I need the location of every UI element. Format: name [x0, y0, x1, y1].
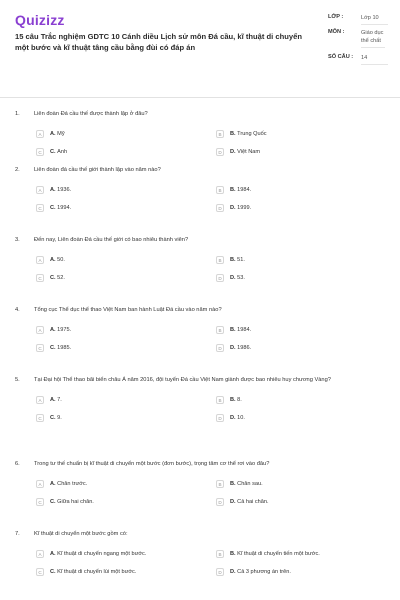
option-label: D.	[230, 205, 236, 211]
option-text: Kĩ thuật di chuyển lùi một bước.	[57, 569, 137, 575]
option-label: C.	[50, 149, 56, 155]
count-label: SỐ CÂU :	[328, 54, 354, 60]
subject-value: Giáo dục thể chất	[361, 29, 385, 48]
option-label: D.	[230, 149, 236, 155]
option-row	[0, 272, 400, 290]
answer-option[interactable]	[216, 394, 396, 406]
option-letter-box: D	[216, 204, 224, 212]
question-list	[0, 110, 400, 600]
option-label: B.	[230, 551, 236, 557]
option-letter-box: A	[36, 130, 44, 138]
option-letter-box: D	[216, 498, 224, 506]
answer-option[interactable]	[216, 496, 396, 508]
question-number: 6.	[15, 461, 20, 467]
question-text: Tại Đại hội Thể thao bãi biển châu Á năm 2016, đội tuyển Đá cầu Việt Nam giành được bao nhiêu huy chương Vàng?	[34, 377, 331, 383]
option-letter-box: B	[216, 130, 224, 138]
option-letter-box: D	[216, 344, 224, 352]
option-text: 9.	[57, 415, 62, 421]
answer-option[interactable]	[36, 184, 216, 196]
option-label: A.	[50, 131, 56, 137]
question-number: 3.	[15, 237, 20, 243]
option-text: Kĩ thuật di chuyển tiến một bước.	[237, 551, 320, 557]
option-letter-box: A	[36, 396, 44, 404]
option-text: 52.	[57, 275, 65, 281]
answer-option[interactable]	[216, 342, 396, 354]
option-letter-box: B	[216, 326, 224, 334]
question-number: 7.	[15, 531, 20, 537]
option-label: D.	[230, 415, 236, 421]
option-text: Chân sau.	[237, 481, 263, 487]
option-label: A.	[50, 397, 56, 403]
option-text: 8.	[237, 397, 242, 403]
worksheet-header	[0, 0, 400, 100]
answer-option[interactable]	[216, 566, 396, 578]
option-row	[0, 478, 400, 496]
option-row	[0, 202, 400, 220]
answer-option[interactable]	[216, 324, 396, 336]
option-text: 53.	[237, 275, 245, 281]
worksheet-meta	[328, 14, 388, 69]
option-letter-box: B	[216, 550, 224, 558]
option-label: C.	[50, 275, 56, 281]
option-letter-box: C	[36, 498, 44, 506]
option-text: 1994.	[57, 205, 72, 211]
answer-option[interactable]	[36, 324, 216, 336]
option-label: C.	[50, 499, 56, 505]
question-text: Đến nay, Liên đoàn Đá cầu thế giới có bao nhiêu thành viên?	[34, 237, 189, 243]
question-item	[0, 306, 400, 376]
answer-option[interactable]	[216, 412, 396, 424]
question-item	[0, 166, 400, 236]
option-letter-box: A	[36, 256, 44, 264]
option-letter-box: A	[36, 480, 44, 488]
question-number: 1.	[15, 111, 20, 117]
answer-option[interactable]	[36, 412, 216, 424]
answer-option[interactable]	[216, 202, 396, 214]
option-text: 50.	[57, 257, 65, 263]
answer-options	[0, 478, 400, 514]
meta-subject-row	[328, 29, 388, 48]
quizizz-logo: Quizizz	[15, 12, 65, 28]
answer-option[interactable]	[216, 548, 396, 560]
answer-option[interactable]	[36, 128, 216, 140]
question-item	[0, 110, 400, 166]
option-text: 1936.	[57, 187, 72, 193]
option-letter-box: C	[36, 414, 44, 422]
option-label: A.	[50, 327, 56, 333]
page-title: 15 câu Trắc nghiệm GDTC 10 Cánh diều Lịch sử môn Đá cầu, kĩ thuật di chuyển một bước và kĩ thuật tâng cầu bằng đùi có đáp án	[15, 32, 302, 52]
option-text: Cả 3 phương án trên.	[237, 569, 291, 575]
option-row	[0, 184, 400, 202]
answer-options	[0, 548, 400, 584]
option-text: 1984.	[237, 187, 252, 193]
question-number: 5.	[15, 377, 20, 383]
answer-option[interactable]	[216, 184, 396, 196]
answer-options	[0, 324, 400, 360]
option-letter-box: B	[216, 480, 224, 488]
option-text: Mỹ	[57, 131, 65, 137]
class-value: Lớp 10	[361, 14, 388, 25]
option-text: 10.	[237, 415, 245, 421]
option-row	[0, 146, 400, 164]
option-row	[0, 128, 400, 146]
option-label: D.	[230, 569, 236, 575]
option-label: A.	[50, 257, 56, 263]
question-item	[0, 236, 400, 306]
option-label: B.	[230, 187, 236, 193]
answer-option[interactable]	[216, 478, 396, 490]
option-letter-box: D	[216, 414, 224, 422]
option-letter-box: A	[36, 186, 44, 194]
option-row	[0, 566, 400, 584]
option-text: 1999.	[237, 205, 252, 211]
option-letter-box: B	[216, 186, 224, 194]
option-label: C.	[50, 345, 56, 351]
answer-option[interactable]	[216, 272, 396, 284]
option-label: C.	[50, 569, 56, 575]
question-item	[0, 460, 400, 530]
option-letter-box: C	[36, 274, 44, 282]
option-label: B.	[230, 257, 236, 263]
meta-class-row	[328, 14, 388, 25]
option-label: B.	[230, 397, 236, 403]
answer-option[interactable]	[216, 128, 396, 140]
question-text: Liên đoàn đá cầu thế giới thành lập vào năm nào?	[34, 167, 161, 173]
answer-option[interactable]	[36, 496, 216, 508]
option-letter-box: D	[216, 274, 224, 282]
option-row	[0, 254, 400, 272]
option-row	[0, 324, 400, 342]
option-letter-box: C	[36, 204, 44, 212]
option-text: 1984.	[237, 327, 252, 333]
question-number: 2.	[15, 167, 20, 173]
answer-option[interactable]	[216, 146, 396, 158]
option-text: Cả hai chân.	[237, 499, 269, 505]
option-letter-box: A	[36, 326, 44, 334]
question-number: 4.	[15, 307, 20, 313]
answer-option[interactable]	[36, 548, 216, 560]
option-letter-box: A	[36, 550, 44, 558]
header-divider	[0, 97, 400, 98]
option-text: 51.	[237, 257, 245, 263]
option-letter-box: B	[216, 256, 224, 264]
option-text: Việt Nam	[237, 149, 261, 155]
option-letter-box: C	[36, 568, 44, 576]
answer-options	[0, 184, 400, 220]
answer-option[interactable]	[36, 566, 216, 578]
option-letter-box: B	[216, 396, 224, 404]
option-label: D.	[230, 499, 236, 505]
option-label: C.	[50, 205, 56, 211]
option-label: B.	[230, 481, 236, 487]
answer-option[interactable]	[36, 146, 216, 158]
answer-options	[0, 254, 400, 290]
option-text: 7.	[57, 397, 62, 403]
option-label: B.	[230, 131, 236, 137]
option-label: A.	[50, 187, 56, 193]
question-item	[0, 530, 400, 600]
question-text: Trong tư thế chuẩn bị kĩ thuật di chuyển một bước (đơn bước), trọng tâm cơ thể rơi vào đâu?	[34, 461, 270, 467]
subject-label: MÔN :	[328, 29, 345, 35]
count-value: 14	[361, 54, 388, 65]
answer-option[interactable]	[36, 254, 216, 266]
option-row	[0, 394, 400, 412]
answer-option[interactable]	[36, 478, 216, 490]
option-label: B.	[230, 327, 236, 333]
answer-option[interactable]	[36, 342, 216, 354]
answer-options	[0, 394, 400, 430]
meta-count-row	[328, 54, 388, 65]
class-label: LỚP :	[328, 14, 344, 20]
option-label: C.	[50, 415, 56, 421]
option-text: Anh	[57, 149, 68, 155]
answer-option[interactable]	[36, 394, 216, 406]
question-text: Tổng cục Thể dục thể thao Việt Nam ban hành Luật Đá cầu vào năm nào?	[34, 307, 222, 313]
question-text: Kĩ thuật di chuyển một bước gồm có:	[34, 531, 128, 537]
option-letter-box: D	[216, 568, 224, 576]
option-text: 1975.	[57, 327, 72, 333]
option-letter-box: D	[216, 148, 224, 156]
option-text: Giữa hai chân.	[57, 499, 94, 505]
option-letter-box: C	[36, 148, 44, 156]
option-label: A.	[50, 481, 56, 487]
answer-option[interactable]	[36, 202, 216, 214]
answer-options	[0, 128, 400, 164]
option-text: Chân trước.	[57, 481, 88, 487]
option-text: Kĩ thuật di chuyển ngang một bước.	[57, 551, 147, 557]
option-row	[0, 548, 400, 566]
option-row	[0, 496, 400, 514]
option-text: 1985.	[57, 345, 72, 351]
question-item	[0, 376, 400, 460]
answer-option[interactable]	[216, 254, 396, 266]
option-text: Trung Quốc	[237, 131, 267, 137]
answer-option[interactable]	[36, 272, 216, 284]
option-letter-box: C	[36, 344, 44, 352]
option-text: 1986.	[237, 345, 252, 351]
question-text: Liên đoàn Đá cầu thế được thành lập ở đâu?	[34, 111, 148, 117]
option-label: D.	[230, 275, 236, 281]
option-row	[0, 412, 400, 430]
option-row	[0, 342, 400, 360]
option-label: D.	[230, 345, 236, 351]
option-label: A.	[50, 551, 56, 557]
